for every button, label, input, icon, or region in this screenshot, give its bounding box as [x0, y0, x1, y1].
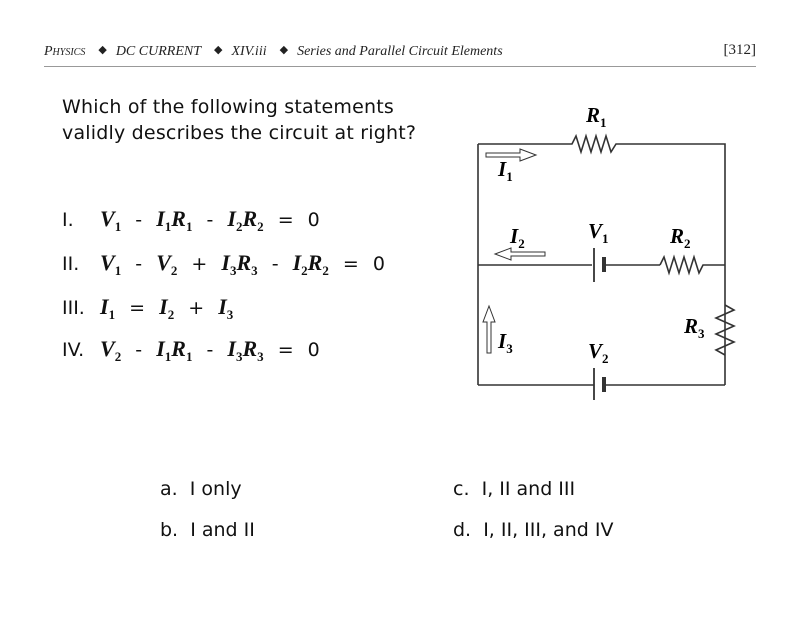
subscript: 1	[114, 219, 122, 234]
subscript: 1	[114, 263, 122, 278]
operator: =	[277, 209, 294, 231]
label-v1: $V_1$	[588, 219, 609, 246]
symbol: R	[242, 336, 258, 361]
choice-text: I and II	[190, 519, 255, 541]
label-v2: $V_2$	[588, 339, 609, 366]
arrow-i3-icon	[483, 306, 495, 353]
operator: -	[135, 253, 143, 275]
statement-label: III.	[62, 297, 85, 319]
subscript: 1	[164, 349, 172, 364]
label-r1: $R_1$	[586, 103, 607, 130]
statement-4	[62, 336, 320, 365]
subscript: 2	[235, 219, 243, 234]
statement-label: I.	[62, 209, 74, 231]
topic: DC CURRENT	[115, 44, 201, 59]
choice-a[interactable]	[160, 478, 242, 500]
subscript: 1	[108, 307, 116, 322]
separator-icon: ◆	[214, 44, 223, 56]
label-i2: $I_2$	[510, 224, 525, 251]
section-title: Series and Parallel Circuit Elements	[297, 44, 503, 59]
symbol: V	[100, 336, 115, 361]
value: 0	[307, 209, 320, 231]
choice-letter: a.	[160, 478, 178, 500]
choice-d[interactable]	[453, 519, 613, 541]
symbol: I	[227, 206, 236, 231]
subscript: 3	[235, 349, 243, 364]
choice-text: I only	[189, 478, 242, 500]
subscript: 3	[257, 349, 264, 364]
symbol: V	[100, 206, 115, 231]
choice-letter: c.	[453, 478, 470, 500]
symbol: I	[292, 250, 302, 275]
operator: +	[191, 253, 208, 275]
separator-icon: ◆	[279, 44, 289, 56]
arrow-i1-icon	[486, 149, 536, 161]
operator: -	[206, 339, 214, 361]
section: XIV.iii	[231, 44, 267, 59]
operator: -	[135, 209, 143, 231]
choice-c[interactable]	[453, 478, 575, 500]
symbol: I	[218, 294, 227, 319]
symbol: R	[171, 336, 186, 361]
symbol: I	[156, 206, 165, 231]
operator: -	[135, 339, 143, 361]
subscript: 3	[229, 263, 237, 278]
subscript: 2	[170, 263, 178, 278]
operator: -	[206, 209, 214, 231]
choice-letter: b.	[160, 519, 179, 541]
symbol: I	[156, 336, 165, 361]
operator: =	[342, 253, 359, 275]
subscript: 2	[301, 263, 308, 278]
statement-1	[62, 206, 320, 235]
circuit-diagram	[470, 100, 750, 400]
page-number: [312]	[723, 42, 756, 58]
subscript: 2	[167, 307, 175, 322]
operator: +	[188, 297, 205, 319]
operator: =	[129, 297, 146, 319]
choice-letter: d.	[453, 519, 472, 541]
subscript: 1	[185, 349, 193, 364]
symbol: R	[236, 250, 252, 275]
symbol: I	[159, 294, 168, 319]
label-r2: $R_2$	[670, 224, 691, 251]
value: 0	[372, 253, 385, 275]
value: 0	[307, 339, 320, 361]
subscript: 3	[251, 263, 258, 278]
subscript: 1	[164, 219, 172, 234]
separator-icon: ◆	[98, 44, 107, 56]
statement-label: IV.	[62, 339, 85, 361]
statement-label: II.	[62, 253, 80, 275]
breadcrumb	[44, 44, 503, 60]
label-i1: $I_1$	[498, 157, 513, 184]
label-r3: $R_3$	[684, 314, 705, 341]
symbol: R	[307, 250, 323, 275]
subscript: 3	[226, 307, 234, 322]
question-text: Which of the following statements validly describes the circuit at right?	[62, 96, 417, 144]
symbol: R	[171, 206, 186, 231]
operator: =	[277, 339, 294, 361]
statement-2	[62, 250, 385, 279]
subscript: 2	[114, 349, 122, 364]
subscript: 2	[257, 219, 264, 234]
resistor-r2	[660, 257, 725, 273]
subscript: 1	[185, 219, 193, 234]
symbol: I	[221, 250, 230, 275]
header-divider	[44, 66, 756, 67]
symbol: I	[227, 336, 236, 361]
symbol: V	[100, 250, 115, 275]
symbol: V	[156, 250, 171, 275]
statement-3	[62, 294, 233, 323]
subscript: 2	[322, 263, 329, 278]
choice-b[interactable]	[160, 519, 255, 541]
choice-text: I, II, III, and IV	[483, 519, 614, 541]
choice-text: I, II and III	[481, 478, 576, 500]
operator: -	[271, 253, 279, 275]
symbol: I	[100, 294, 109, 319]
symbol: R	[242, 206, 258, 231]
subject: Physics	[44, 44, 86, 59]
page-header	[44, 44, 756, 64]
label-i3: $I_3$	[498, 329, 513, 356]
